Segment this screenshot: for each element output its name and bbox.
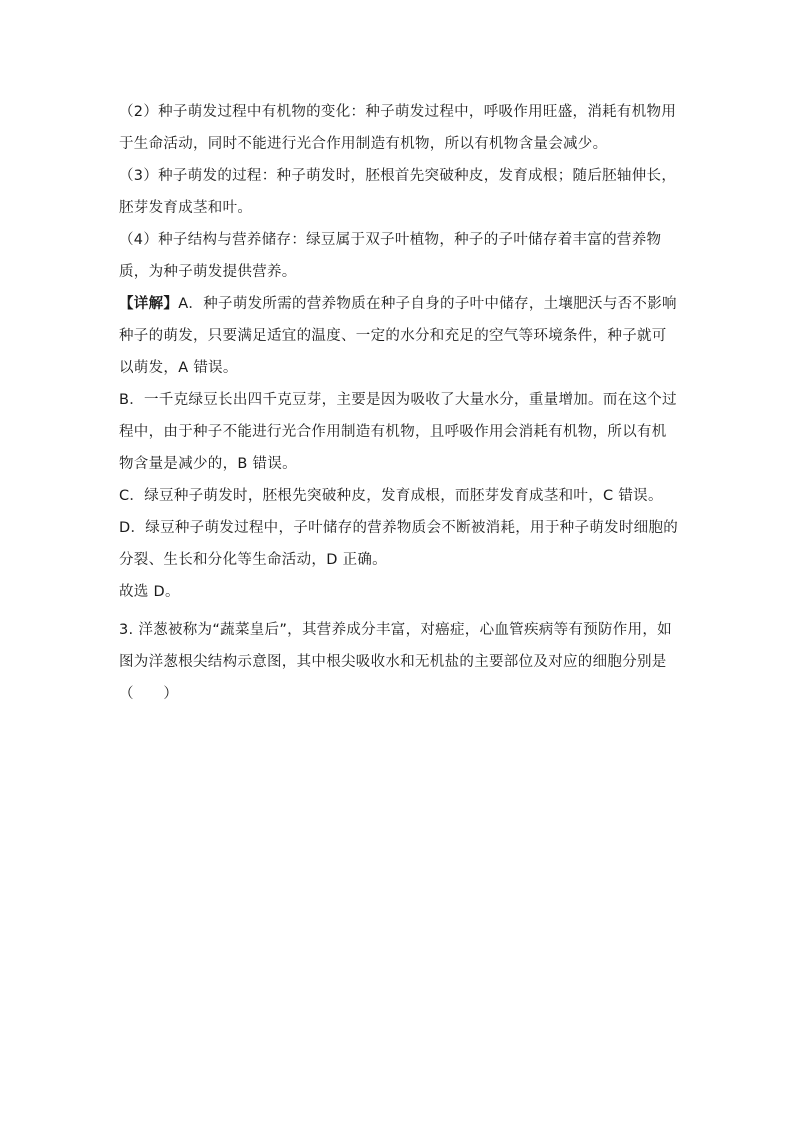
- paragraph-germination-process: （3）种子萌发的过程：种子萌发时，胚根首先突破种皮，发育成根；随后胚轴伸长，胚芽发育成茎和叶。: [119, 168, 677, 216]
- document-body: [119, 96, 679, 710]
- paragraph-detail: [119, 288, 679, 384]
- option-d: D．绿豆种子萌发过程中，子叶储存的营养物质会不断被消耗，用于种子萌发时细胞的分裂、生长和分化等生命活动，D 正确。: [119, 520, 679, 568]
- paragraph-seed-structure: （4）种子结构与营养储存：绿豆属于双子叶植物，种子的子叶储存着丰富的营养物质，为种子萌发提供营养。: [119, 232, 662, 280]
- detail-label: 【详解】: [119, 296, 179, 312]
- option-c: C．绿豆种子萌发时，胚根先突破种皮，发育成根，而胚芽发育成茎和叶，C 错误。: [119, 488, 663, 504]
- answer-line: 故选 D。: [119, 584, 180, 600]
- detail-text: A．种子萌发所需的营养物质在种子自身的子叶中储存，土壤肥沃与否不影响种子的萌发，只要满足适宜的温度、一定的水分和充足的空气等环境条件，种子就可以萌发，A 错误。: [119, 296, 677, 376]
- question-3: 3. 洋葱被称为“蔬菜皇后”，其营养成分丰富，对癌症，心血管疾病等有预防作用，如图为洋葱根尖结构示意图，其中根尖吸收水和无机盐的主要部位及对应的细胞分别是（ ）: [119, 622, 672, 702]
- paragraph-organic-change: （2）种子萌发过程中有机物的变化：种子萌发过程中，呼吸作用旺盛，消耗有机物用于生命活动，同时不能进行光合作用制造有机物，所以有机物含量会减少。: [119, 104, 677, 152]
- option-b: B．一千克绿豆长出四千克豆芽，主要是因为吸收了大量水分，重量增加。而在这个过程中，由于种子不能进行光合作用制造有机物，且呼吸作用会消耗有机物，所以有机物含量是减少的，B 错误。: [119, 392, 677, 472]
